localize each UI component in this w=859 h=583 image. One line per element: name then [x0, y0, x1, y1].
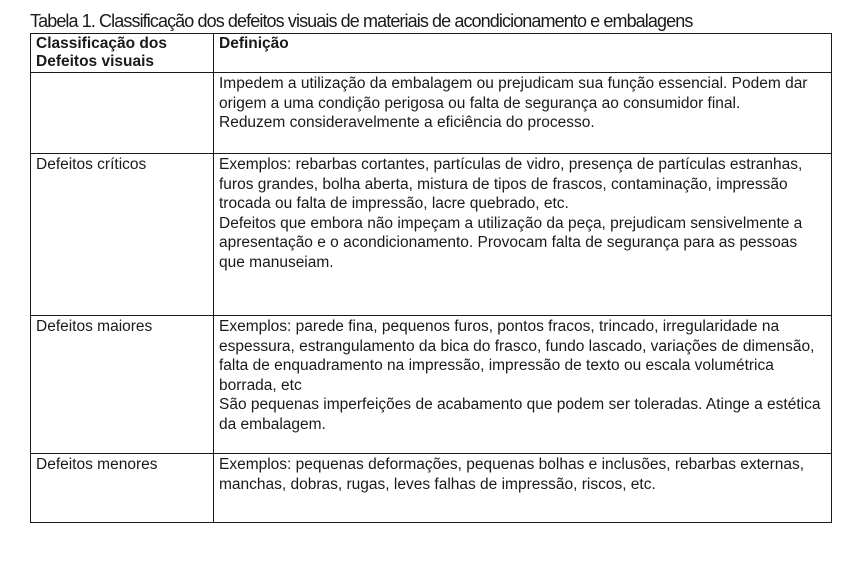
definition-paragraph: São pequenas imperfeições de acabamento que podem ser toleradas. Atinge a estética da embalagem.: [219, 396, 821, 433]
classification-cell: Defeitos maiores: [31, 316, 214, 454]
definition-cell: [214, 73, 832, 154]
definition-paragraph: Exemplos: rebarbas cortantes, partículas de vidro, presença de partículas estranhas, furos grandes, bolha aberta, mistura de tipos de frascos, contaminação, impressão trocada ou falta de impressão, lacre quebrado, etc.: [219, 156, 803, 212]
definition-cell: [214, 316, 832, 454]
definition-paragraph: Defeitos que embora não impeçam a utilização da peça, prejudicam sensivelmente a apresentação e o acondicionamento. Provocam falta de segurança para as pessoas que manuseiam.: [219, 214, 803, 271]
header-classification-line1: Classificação dos: [36, 35, 167, 52]
definition-paragraph: Impedem a utilização da embalagem ou prejudicam sua função essencial. Podem dar origem a uma condição perigosa ou falta de segurança ao consumidor final.: [219, 75, 808, 112]
table-row: [31, 154, 832, 316]
classification-cell: [31, 73, 214, 154]
table-row: [31, 73, 832, 154]
definition-cell: [214, 154, 832, 316]
header-classification: [31, 34, 214, 73]
definition-paragraph: Exemplos: parede fina, pequenos furos, pontos fracos, trincado, irregularidade na espessura, estrangulamento da bica do frasco, fundo lascado, variações de dimensão, falta de enquadramento na impressão, impressão de texto ou escala volumétrica borrada, etc: [219, 318, 815, 394]
defects-classification-table: [30, 33, 832, 523]
header-classification-line2: Defeitos visuais: [36, 53, 155, 70]
table-header-row: [31, 34, 832, 73]
classification-cell: Defeitos menores: [31, 454, 214, 523]
definition-cell: [214, 454, 832, 523]
table-caption: Tabela 1. Classificação dos defeitos visuais de materiais de acondicionamento e embalagens: [30, 11, 693, 31]
table-row: [31, 454, 832, 523]
classification-cell: Defeitos críticos: [31, 154, 214, 316]
table-row: [31, 316, 832, 454]
definition-paragraph: Reduzem consideravelmente a eficiência do processo.: [219, 114, 595, 131]
header-definition: Definição: [214, 34, 832, 73]
definition-paragraph: Exemplos: pequenas deformações, pequenas bolhas e inclusões, rebarbas externas, manchas, dobras, rugas, leves falhas de impressão, riscos, etc.: [219, 456, 805, 493]
